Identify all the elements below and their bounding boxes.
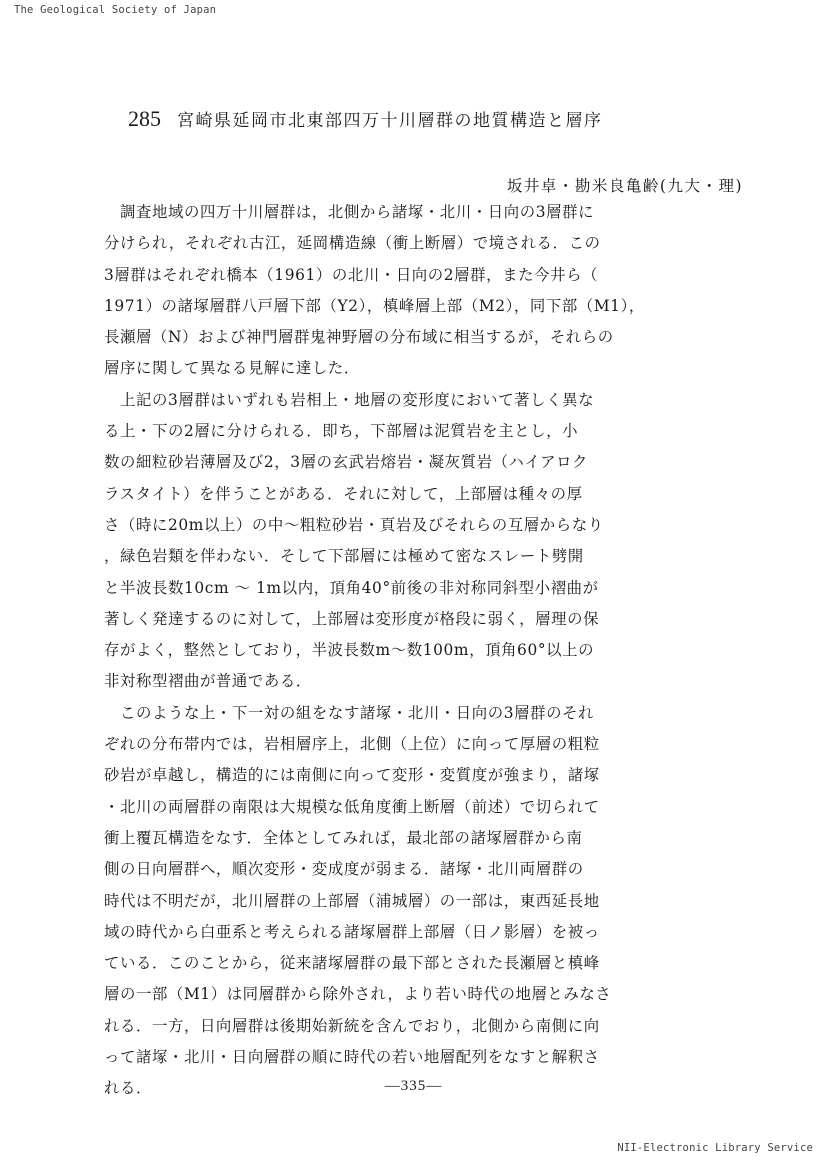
authors: 坂井卓・勘米良亀齢(九大・理): [506, 177, 743, 195]
body-line: 分けられ，それぞれ古江，延岡構造線（衝上断層）で境される．この: [104, 234, 601, 253]
body-line: 著しく発達するのに対して，上部層は変形度が格段に弱く，層理の保: [104, 609, 600, 628]
body-line: れる．: [104, 1079, 152, 1098]
body-line: る上・下の2層に分けられる．即ち，下部層は泥質岩を主とし，小: [104, 422, 579, 441]
body-line: ・北川の両層群の南限は大規模な低角度衝上断層（前述）で切られて: [104, 797, 600, 816]
body-line: 衝上覆瓦構造をなす．全体としてみれば，最北部の諸塚層群から南: [104, 828, 583, 847]
body-line: ぞれの分布帯内では，岩相層序上，北側（上位）に向って厚層の粗粒: [104, 735, 600, 754]
body-line: 数の細粒砂岩薄層及び2，3層の玄武岩熔岩・凝灰質岩（ハイアロク: [104, 453, 589, 472]
body-line: 層序に関して異なる見解に達した．: [104, 359, 360, 378]
body-line: 調査地域の四万十川層群は，北側から諸塚・北川・日向の3層群に: [104, 203, 595, 221]
body-line: 側の日向層群へ，順次変形・変成度が弱まる．諸塚・北川両層群の: [104, 860, 584, 879]
body-line: 時代は不明だが，北川層群の上部層（浦城層）の一部は，東西延長地: [104, 891, 600, 910]
body-line: このような上・下一対の組をなす諸塚・北川・日向の3層群のそれ: [104, 703, 595, 722]
body-line: 砂岩が卓越し，構造的には南側に向って変形・変質度が強まり，諸塚: [104, 766, 600, 785]
body-line: ，緑色岩類を伴わない．そして下部層には極めて密なスレート劈開: [104, 547, 584, 566]
abstract-heading: [128, 106, 728, 132]
body-line: ラスタイト）を伴うことがある．それに対して，上部層は種々の厚: [104, 484, 583, 503]
body-line: さ（時に20m以上）の中～粗粒砂岩・頁岩及びそれらの互層からなり: [104, 515, 604, 534]
body-line: 長瀬層（N）および神門層群鬼神野層の分布域に相当するが，それらの: [104, 328, 614, 347]
body-line: って諸塚・北川・日向層群の順に時代の若い地層配列をなすと解釈さ: [104, 1048, 600, 1067]
body-line: と半波長数10cm ～ 1m以内，頂角40°前後の非対称同斜型小褶曲が: [104, 578, 599, 597]
body-line: 域の時代から白亜系と考えられる諸塚層群上部層（日ノ影層）を被っ: [104, 922, 600, 941]
abstract-title: 宮崎県延岡市北東部四万十川層群の地質構造と層序: [177, 111, 603, 131]
body-line: ている．このことから，従来諸塚層群の最下部とされた長瀬層と槙峰: [104, 954, 600, 973]
body-line: 上記の3層群はいずれも岩相上・地層の変形度において著しく異な: [104, 390, 595, 409]
body-line: 1971）の諸塚層群八戸層下部（Y2），槙峰層上部（M2），同下部（M1），: [104, 296, 645, 315]
body-line: 存がよく，整然としており，半波長数m～数100m，頂角60°以上の: [104, 641, 595, 660]
abstract-number: 285: [128, 106, 161, 131]
page-number: —335—: [384, 1078, 443, 1094]
abstract-body: [104, 197, 744, 1105]
body-line: 3層群はそれぞれ橋本（1961）の北川・日向の2層群，また今井ら（: [104, 265, 599, 284]
body-line: 非対称型褶曲が普通である．: [104, 672, 312, 691]
society-header: The Geological Society of Japan: [14, 4, 217, 16]
body-line: れる．一方，日向層群は後期始新統を含んでおり，北側から南側に向: [104, 1016, 600, 1035]
body-line: 層の一部（M1）は同層群から除外され，より若い時代の地層とみなさ: [104, 985, 612, 1004]
library-footer: NII-Electronic Library Service: [617, 1142, 813, 1154]
